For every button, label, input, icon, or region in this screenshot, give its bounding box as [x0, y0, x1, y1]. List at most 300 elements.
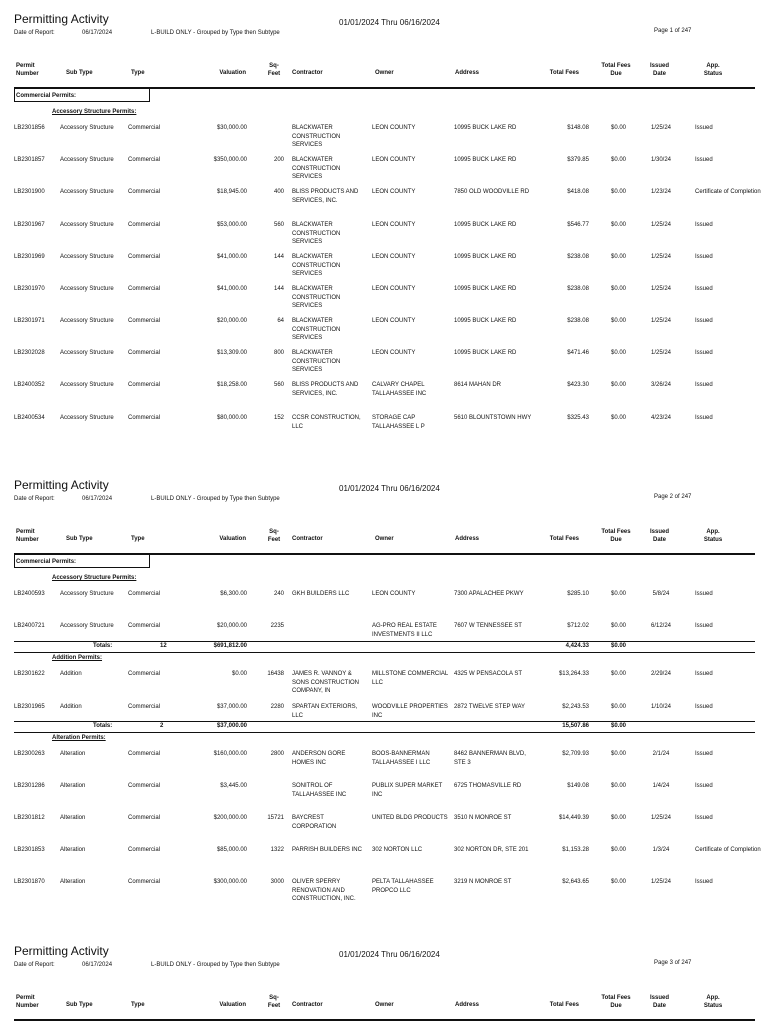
- group-heading: Addition Permits:: [52, 655, 103, 661]
- totals-rule: [14, 721, 755, 722]
- cell-val: $0.00: [231, 671, 247, 677]
- cell-addr: 7607 W TENNESSEE ST: [454, 623, 522, 629]
- cell-permit: LB2301622: [14, 671, 45, 677]
- column-header-sq-feet: Sq-Feet: [267, 529, 281, 543]
- cell-date: 1/25/24: [650, 254, 672, 260]
- column-header-status: App. Status: [703, 63, 723, 77]
- cell-fees: $1,153.28: [562, 847, 589, 853]
- cell-fees: $285.10: [567, 591, 589, 597]
- totals-label: Totals:: [93, 723, 113, 729]
- cell-date: 1/25/24: [650, 318, 672, 324]
- cell-type: Commercial: [128, 318, 161, 324]
- cell-due: $0.00: [610, 222, 626, 228]
- column-header-permit: Permit Number: [16, 995, 39, 1009]
- cell-date: 1/3/24: [652, 847, 670, 853]
- cell-type: Commercial: [128, 591, 161, 597]
- cell-addr: 302 NORTON DR, STE 201: [454, 847, 529, 853]
- column-header-fees-due: Total Fees Due: [601, 529, 631, 543]
- cell-due: $0.00: [610, 751, 626, 757]
- column-header-total-fees: Total Fees: [549, 536, 579, 542]
- cell-sub: Accessory Structure: [60, 591, 114, 597]
- cell-own: LEON COUNTY: [372, 125, 416, 131]
- column-header-contractor: Contractor: [292, 536, 323, 542]
- cell-due: $0.00: [610, 189, 626, 195]
- column-header-sub-type: Sub Type: [66, 70, 93, 76]
- totals-rule: [14, 652, 755, 653]
- report-title: Permitting Activity: [14, 478, 109, 492]
- totals-count: 12: [160, 643, 167, 649]
- cell-val: $18,258.00: [216, 382, 247, 388]
- cell-val: $13,309.00: [216, 350, 247, 356]
- cell-date: 1/25/24: [650, 286, 672, 292]
- cell-sub: Accessory Structure: [60, 222, 114, 228]
- cell-con: BLACKWATER CONSTRUCTION SERVICES: [292, 350, 341, 374]
- cell-addr: 8462 BANNERMAN BLVD, STE 3: [454, 751, 526, 766]
- cell-permit: LB2301286: [14, 783, 45, 789]
- cell-date: 2/29/24: [650, 671, 672, 677]
- report-date: 06/17/2024: [82, 962, 113, 968]
- totals-fees: 4,424.33: [565, 643, 589, 649]
- cell-permit: LB2301856: [14, 125, 45, 131]
- column-header-owner: Owner: [375, 536, 394, 542]
- cell-addr: 10995 BUCK LAKE RD: [454, 222, 517, 228]
- cell-val: $80,000.00: [216, 415, 247, 421]
- cell-due: $0.00: [610, 415, 626, 421]
- group-heading: Accessory Structure Permits:: [52, 109, 137, 115]
- report-title: Permitting Activity: [14, 944, 109, 958]
- cell-type: Commercial: [128, 125, 161, 131]
- column-header-fees-due: Total Fees Due: [601, 995, 631, 1009]
- cell-val: $300,000.00: [213, 879, 247, 885]
- cell-type: Commercial: [128, 879, 161, 885]
- cell-addr: 2872 TWELVE STEP WAY: [454, 704, 526, 710]
- cell-con: BLACKWATER CONSTRUCTION SERVICES: [292, 286, 341, 310]
- cell-own: LEON COUNTY: [372, 318, 416, 324]
- cell-status: Issued: [695, 879, 713, 885]
- cell-sq: 152: [273, 415, 284, 421]
- cell-date: 1/25/24: [650, 222, 672, 228]
- cell-date: 1/30/24: [650, 157, 672, 163]
- cell-date: 1/10/24: [650, 704, 672, 710]
- cell-due: $0.00: [610, 847, 626, 853]
- cell-val: $160,000.00: [213, 751, 247, 757]
- cell-date: 4/23/24: [650, 415, 672, 421]
- cell-addr: 10995 BUCK LAKE RD: [454, 254, 517, 260]
- cell-date: 1/23/24: [650, 189, 672, 195]
- cell-fees: $2,243.53: [562, 704, 589, 710]
- column-header-owner: Owner: [375, 70, 394, 76]
- cell-status: Issued: [695, 704, 713, 710]
- cell-sub: Alteration: [60, 847, 86, 853]
- cell-fees: $712.02: [567, 623, 589, 629]
- cell-due: $0.00: [610, 704, 626, 710]
- cell-addr: 10995 BUCK LAKE RD: [454, 286, 517, 292]
- cell-fees: $379.85: [567, 157, 589, 163]
- page-number: Page 3 of 247: [654, 960, 692, 966]
- cell-status: Issued: [695, 415, 713, 421]
- cell-fees: $546.77: [567, 222, 589, 228]
- cell-own: LEON COUNTY: [372, 286, 416, 292]
- cell-sq: 200: [273, 157, 284, 163]
- cell-status: Issued: [695, 815, 713, 821]
- cell-sq: 2280: [270, 704, 284, 710]
- cell-own: LEON COUNTY: [372, 222, 416, 228]
- cell-due: $0.00: [610, 879, 626, 885]
- cell-permit: LB2301971: [14, 318, 45, 324]
- cell-sub: Accessory Structure: [60, 254, 114, 260]
- cell-con: BLACKWATER CONSTRUCTION SERVICES: [292, 125, 341, 149]
- cell-own: LEON COUNTY: [372, 591, 416, 597]
- cell-con: GKH BUILDERS LLC: [292, 591, 350, 597]
- report-filter: L-BUILD ONLY - Grouped by Type then Subtype: [151, 496, 280, 502]
- column-header-valuation: Valuation: [219, 70, 246, 76]
- cell-type: Commercial: [128, 189, 161, 195]
- cell-due: $0.00: [610, 157, 626, 163]
- cell-status: Issued: [695, 382, 713, 388]
- cell-con: JAMES R. VANNOY & SONS CONSTRUCTION COMPANY, IN: [292, 671, 360, 695]
- section-heading: Commercial Permits:: [14, 88, 150, 102]
- cell-fees: $13,264.33: [558, 671, 589, 677]
- cell-own: LEON COUNTY: [372, 189, 416, 195]
- cell-sub: Addition: [60, 671, 82, 677]
- column-header-type: Type: [131, 1002, 145, 1008]
- cell-sq: 560: [273, 382, 284, 388]
- cell-val: $41,000.00: [216, 286, 247, 292]
- cell-own: UNITED BLDG PRODUCTS: [372, 815, 448, 821]
- column-header-owner: Owner: [375, 1002, 394, 1008]
- cell-type: Commercial: [128, 382, 161, 388]
- cell-date: 1/25/24: [650, 815, 672, 821]
- cell-addr: 8614 MAHAN DR: [454, 382, 502, 388]
- column-header-issued: Issued Date: [649, 63, 669, 77]
- cell-due: $0.00: [610, 815, 626, 821]
- cell-due: $0.00: [610, 286, 626, 292]
- cell-con: OLIVER SPERRY RENOVATION AND CONSTRUCTION, INC.: [292, 879, 356, 903]
- column-header-issued: Issued Date: [649, 995, 669, 1009]
- cell-type: Commercial: [128, 623, 161, 629]
- cell-addr: 6725 THOMASVILLE RD: [454, 783, 522, 789]
- cell-val: $200,000.00: [213, 815, 247, 821]
- cell-status: Certificate of Completion: [695, 189, 761, 195]
- cell-con: ANDERSON GORE HOMES INC: [292, 751, 346, 766]
- cell-date: 1/25/24: [650, 879, 672, 885]
- cell-due: $0.00: [610, 318, 626, 324]
- column-header-type: Type: [131, 536, 145, 542]
- cell-sub: Alteration: [60, 879, 86, 885]
- cell-status: Issued: [695, 286, 713, 292]
- cell-status: Issued: [695, 157, 713, 163]
- cell-sq: 64: [277, 318, 284, 324]
- cell-fees: $148.08: [567, 125, 589, 131]
- cell-sub: Accessory Structure: [60, 318, 114, 324]
- column-header-sq-feet: Sq-Feet: [267, 995, 281, 1009]
- cell-status: Issued: [695, 222, 713, 228]
- cell-date: 1/4/24: [652, 783, 670, 789]
- cell-con: BLACKWATER CONSTRUCTION SERVICES: [292, 157, 341, 181]
- cell-date: 2/1/24: [652, 751, 670, 757]
- cell-permit: LB2400534: [14, 415, 45, 421]
- cell-own: PELTA TALLAHASSEE PROPCO LLC: [372, 879, 434, 894]
- cell-sq: 144: [273, 286, 284, 292]
- report-filter: L-BUILD ONLY - Grouped by Type then Subtype: [151, 30, 280, 36]
- cell-addr: 3219 N MONROE ST: [454, 879, 512, 885]
- cell-status: Issued: [695, 783, 713, 789]
- cell-fees: $418.08: [567, 189, 589, 195]
- cell-con: SONITROL OF TALLAHASSEE INC: [292, 783, 347, 798]
- column-header-fees-due: Total Fees Due: [601, 63, 631, 77]
- cell-type: Commercial: [128, 415, 161, 421]
- cell-own: CALVARY CHAPEL TALLAHASSEE INC: [372, 382, 427, 397]
- cell-con: BLACKWATER CONSTRUCTION SERVICES: [292, 254, 341, 278]
- cell-con: BLISS PRODUCTS AND SERVICES, INC.: [292, 189, 359, 204]
- cell-type: Commercial: [128, 815, 161, 821]
- column-header-valuation: Valuation: [219, 536, 246, 542]
- cell-own: BOOS-BANNERMAN TALLAHASSEE I LLC: [372, 751, 431, 766]
- cell-status: Issued: [695, 318, 713, 324]
- cell-permit: LB2400593: [14, 591, 45, 597]
- cell-addr: 10995 BUCK LAKE RD: [454, 318, 517, 324]
- cell-fees: $149.08: [567, 783, 589, 789]
- cell-val: $85,000.00: [216, 847, 247, 853]
- cell-type: Commercial: [128, 157, 161, 163]
- cell-val: $37,000.00: [216, 704, 247, 710]
- cell-own: WOODVILLE PROPERTIES INC: [372, 704, 448, 719]
- cell-addr: 10995 BUCK LAKE RD: [454, 157, 517, 163]
- cell-type: Commercial: [128, 704, 161, 710]
- cell-addr: 7300 APALACHEE PKWY: [454, 591, 524, 597]
- totals-rule: [14, 641, 755, 642]
- cell-val: $20,000.00: [216, 623, 247, 629]
- cell-permit: LB2400352: [14, 382, 45, 388]
- cell-sub: Alteration: [60, 815, 86, 821]
- cell-addr: 7850 OLD WOODVILLE RD: [454, 189, 530, 195]
- report-date-range: 01/01/2024 Thru 06/16/2024: [339, 950, 440, 959]
- cell-due: $0.00: [610, 350, 626, 356]
- cell-due: $0.00: [610, 254, 626, 260]
- report-date-label: Date of Report:: [14, 496, 55, 502]
- report-date-range: 01/01/2024 Thru 06/16/2024: [339, 484, 440, 493]
- column-header-address: Address: [455, 536, 480, 542]
- group-heading: Alteration Permits:: [52, 735, 106, 741]
- totals-rule: [14, 732, 755, 733]
- cell-permit: LB2301853: [14, 847, 45, 853]
- cell-fees: $2,643.65: [562, 879, 589, 885]
- page-number: Page 2 of 247: [654, 494, 692, 500]
- column-header-permit: Permit Number: [16, 63, 39, 77]
- cell-permit: LB2301967: [14, 222, 45, 228]
- cell-due: $0.00: [610, 125, 626, 131]
- cell-own: MILLSTONE COMMERCIAL LLC: [372, 671, 449, 686]
- cell-sq: 3000: [270, 879, 284, 885]
- cell-sub: Accessory Structure: [60, 157, 114, 163]
- column-header-contractor: Contractor: [292, 1002, 323, 1008]
- cell-permit: LB2301965: [14, 704, 45, 710]
- cell-type: Commercial: [128, 751, 161, 757]
- cell-val: $30,000.00: [216, 125, 247, 131]
- cell-type: Commercial: [128, 222, 161, 228]
- cell-status: Issued: [695, 623, 713, 629]
- cell-addr: 3510 N MONROE ST: [454, 815, 512, 821]
- column-header-total-fees: Total Fees: [549, 1002, 579, 1008]
- cell-date: 1/25/24: [650, 350, 672, 356]
- report-date: 06/17/2024: [82, 30, 113, 36]
- cell-due: $0.00: [610, 382, 626, 388]
- cell-sq: 560: [273, 222, 284, 228]
- cell-type: Commercial: [128, 847, 161, 853]
- cell-permit: LB2301870: [14, 879, 45, 885]
- cell-due: $0.00: [610, 591, 626, 597]
- totals-fees: 15,507.86: [562, 723, 589, 729]
- cell-sq: 400: [273, 189, 284, 195]
- cell-sq: 2235: [270, 623, 284, 629]
- cell-con: PARRISH BUILDERS INC: [292, 847, 362, 853]
- column-header-permit: Permit Number: [16, 529, 39, 543]
- group-heading: Accessory Structure Permits:: [52, 575, 137, 581]
- column-header-status: App. Status: [703, 529, 723, 543]
- cell-sub: Alteration: [60, 751, 86, 757]
- cell-due: $0.00: [610, 671, 626, 677]
- cell-fees: $238.08: [567, 318, 589, 324]
- cell-own: LEON COUNTY: [372, 157, 416, 163]
- cell-fees: $423.30: [567, 382, 589, 388]
- cell-con: BLACKWATER CONSTRUCTION SERVICES: [292, 318, 341, 342]
- totals-fees-due: $0.00: [610, 723, 626, 729]
- column-header-status: App. Status: [703, 995, 723, 1009]
- totals-valuation: $691,812.00: [213, 643, 247, 649]
- cell-con: BLACKWATER CONSTRUCTION SERVICES: [292, 222, 341, 246]
- cell-sq: 800: [273, 350, 284, 356]
- cell-sub: Accessory Structure: [60, 286, 114, 292]
- cell-fees: $14,449.39: [558, 815, 589, 821]
- cell-sq: 144: [273, 254, 284, 260]
- cell-own: AG-PRO REAL ESTATE INVESTMENTS II LLC: [372, 623, 437, 638]
- report-date-label: Date of Report:: [14, 962, 55, 968]
- cell-addr: 5610 BLOUNTSTOWN HWY: [454, 415, 532, 421]
- cell-sq: 16438: [267, 671, 284, 677]
- cell-sq: 2800: [270, 751, 284, 757]
- cell-val: $6,300.00: [220, 591, 247, 597]
- cell-type: Commercial: [128, 254, 161, 260]
- cell-fees: $238.08: [567, 254, 589, 260]
- totals-valuation: $37,000.00: [216, 723, 247, 729]
- cell-permit: LB2301969: [14, 254, 45, 260]
- cell-val: $3,445.00: [220, 783, 247, 789]
- cell-own: 302 NORTON LLC: [372, 847, 423, 853]
- cell-date: 3/26/24: [650, 382, 672, 388]
- cell-val: $18,945.00: [216, 189, 247, 195]
- cell-val: $53,000.00: [216, 222, 247, 228]
- cell-permit: LB2301812: [14, 815, 45, 821]
- section-heading: Commercial Permits:: [14, 554, 150, 568]
- cell-due: $0.00: [610, 623, 626, 629]
- cell-due: $0.00: [610, 783, 626, 789]
- cell-permit: LB2300263: [14, 751, 45, 757]
- cell-sq: 15721: [267, 815, 284, 821]
- cell-date: 6/12/24: [650, 623, 672, 629]
- report-date: 06/17/2024: [82, 496, 113, 502]
- totals-count: 2: [160, 723, 164, 729]
- cell-sq: 240: [273, 591, 284, 597]
- cell-fees: $325.43: [567, 415, 589, 421]
- cell-type: Commercial: [128, 350, 161, 356]
- cell-status: Issued: [695, 254, 713, 260]
- column-header-type: Type: [131, 70, 145, 76]
- column-header-issued: Issued Date: [649, 529, 669, 543]
- cell-own: LEON COUNTY: [372, 350, 416, 356]
- cell-status: Issued: [695, 125, 713, 131]
- cell-status: Issued: [695, 751, 713, 757]
- totals-fees-due: $0.00: [610, 643, 626, 649]
- report-date-label: Date of Report:: [14, 30, 55, 36]
- cell-status: Issued: [695, 350, 713, 356]
- report-filter: L-BUILD ONLY - Grouped by Type then Subtype: [151, 962, 280, 968]
- cell-fees: $238.08: [567, 286, 589, 292]
- page-number: Page 1 of 247: [654, 28, 692, 34]
- cell-con: BAYCREST CORPORATION: [292, 815, 337, 830]
- totals-label: Totals:: [93, 643, 113, 649]
- cell-sub: Alteration: [60, 783, 86, 789]
- cell-status: Issued: [695, 671, 713, 677]
- cell-permit: LB2301857: [14, 157, 45, 163]
- column-header-sub-type: Sub Type: [66, 536, 93, 542]
- cell-sub: Addition: [60, 704, 82, 710]
- cell-own: STORAGE CAP TALLAHASSEE L P: [372, 415, 425, 430]
- column-header-sub-type: Sub Type: [66, 1002, 93, 1008]
- cell-permit: LB2301900: [14, 189, 45, 195]
- cell-fees: $2,709.93: [562, 751, 589, 757]
- cell-val: $20,000.00: [216, 318, 247, 324]
- cell-status: Certificate of Completion: [695, 847, 761, 853]
- cell-date: 5/8/24: [652, 591, 670, 597]
- header-rule: [14, 1019, 755, 1021]
- cell-sub: Accessory Structure: [60, 623, 114, 629]
- report-title: Permitting Activity: [14, 12, 109, 26]
- cell-addr: 10995 BUCK LAKE RD: [454, 350, 517, 356]
- cell-con: SPARTAN EXTERIORS, LLC: [292, 704, 358, 719]
- column-header-total-fees: Total Fees: [549, 70, 579, 76]
- column-header-contractor: Contractor: [292, 70, 323, 76]
- cell-con: CCSR CONSTRUCTION, LLC: [292, 415, 361, 430]
- column-header-address: Address: [455, 70, 480, 76]
- cell-addr: 4325 W PENSACOLA ST: [454, 671, 523, 677]
- cell-sub: Accessory Structure: [60, 189, 114, 195]
- cell-val: $41,000.00: [216, 254, 247, 260]
- cell-fees: $471.46: [567, 350, 589, 356]
- column-header-address: Address: [455, 1002, 480, 1008]
- cell-date: 1/25/24: [650, 125, 672, 131]
- cell-own: PUBLIX SUPER MARKET INC: [372, 783, 443, 798]
- cell-permit: LB2301970: [14, 286, 45, 292]
- cell-own: LEON COUNTY: [372, 254, 416, 260]
- cell-type: Commercial: [128, 783, 161, 789]
- cell-sub: Accessory Structure: [60, 415, 114, 421]
- column-header-valuation: Valuation: [219, 1002, 246, 1008]
- cell-sq: 1322: [270, 847, 284, 853]
- cell-status: Issued: [695, 591, 713, 597]
- cell-type: Commercial: [128, 286, 161, 292]
- cell-con: BLISS PRODUCTS AND SERVICES, INC.: [292, 382, 359, 397]
- cell-sub: Accessory Structure: [60, 125, 114, 131]
- cell-sub: Accessory Structure: [60, 350, 114, 356]
- cell-type: Commercial: [128, 671, 161, 677]
- cell-permit: LB2302028: [14, 350, 45, 356]
- cell-permit: LB2400721: [14, 623, 45, 629]
- cell-sub: Accessory Structure: [60, 382, 114, 388]
- column-header-sq-feet: Sq-Feet: [267, 63, 281, 77]
- cell-val: $350,000.00: [213, 157, 247, 163]
- report-date-range: 01/01/2024 Thru 06/16/2024: [339, 18, 440, 27]
- cell-addr: 10995 BUCK LAKE RD: [454, 125, 517, 131]
